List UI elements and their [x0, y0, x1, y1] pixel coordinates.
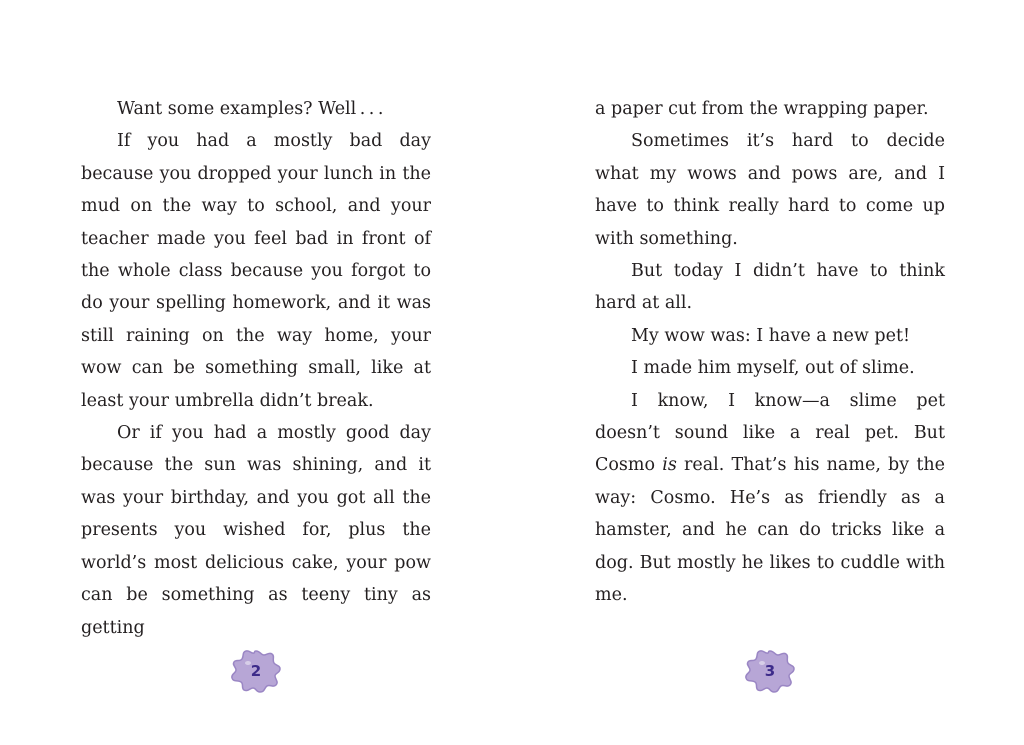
paragraph-text: real. That’s his name, by the way: Cosmo. He’s as friendly as a hamster, and he can do tricks like a dog. But mostly he likes to cuddle with me.: [595, 455, 945, 606]
paragraph-continuation: a paper cut from the wrapping paper.: [595, 99, 929, 119]
paragraph: I made him myself, out of slime.: [631, 358, 915, 379]
paragraph: But today I didn’t have to think hard at all.: [595, 261, 945, 314]
page-number-badge-left: [229, 646, 283, 696]
page-number-badge-right: [743, 646, 797, 696]
paragraph: My wow was: I have a new pet!: [631, 325, 911, 346]
paragraph: Sometimes it’s hard to decide what my wows and pows are, and I have to think really hard to come up with something.: [595, 131, 945, 249]
page-number: 2: [250, 662, 262, 680]
emphasis-text: is: [662, 455, 677, 476]
right-page: [595, 93, 945, 612]
paragraph: Want some examples? Well . . .: [117, 99, 384, 119]
paragraph: Or if you had a mostly good day because the sun was shining, and it was your birthday, and you got all the presents you wished for, plus the world’s most delicious cake, your pow can be something as teeny tiny as getting: [81, 423, 431, 638]
paragraph-text: I know, I know—a slime pet doesn’t sound like a real pet. But Cosmo: [595, 390, 945, 476]
page-number: 3: [764, 662, 776, 680]
paragraph: If you had a mostly bad day because you dropped your lunch in the mud on the way to school, and your teacher made you feel bad in front of the whole class because you forgot to do your spelling homework, and it was still raining on the way home, your wow can be something small, like at least your umbrella didn’t break.: [81, 131, 431, 411]
paragraph: [595, 385, 945, 612]
left-page: [81, 93, 431, 644]
